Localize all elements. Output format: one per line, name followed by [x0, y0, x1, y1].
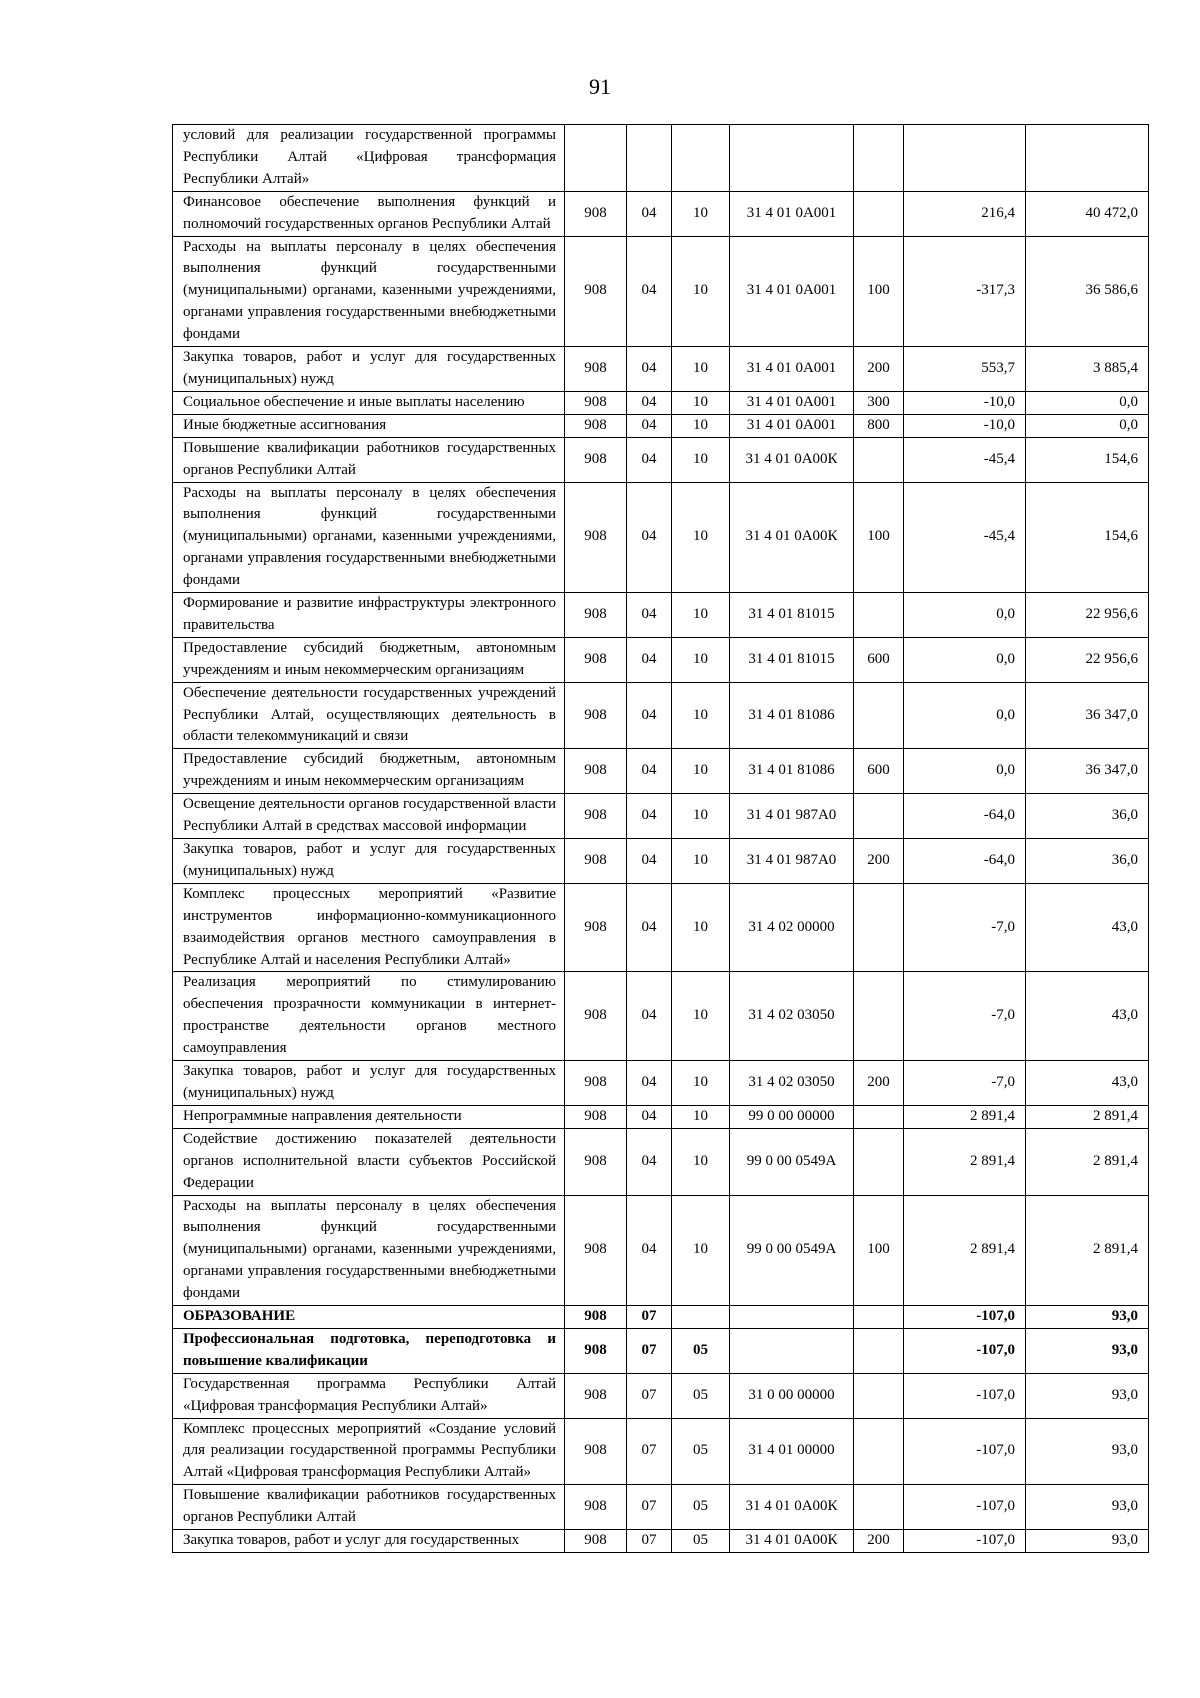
section-code-cell: 07 — [627, 1373, 672, 1418]
table-row — [173, 125, 1149, 192]
expense-type-cell: 200 — [854, 1530, 904, 1553]
total-amount-cell: 93,0 — [1026, 1485, 1149, 1530]
expense-name-cell: Предоставление субсидий бюджетным, автономным учреждениям и иным некоммерческим организациям — [173, 637, 565, 682]
expense-name-cell: Иные бюджетные ассигнования — [173, 414, 565, 437]
section-code-cell: 04 — [627, 593, 672, 638]
table-row — [173, 593, 1149, 638]
expense-type-cell — [854, 883, 904, 972]
expense-type-cell: 600 — [854, 637, 904, 682]
total-amount-cell: 2 891,4 — [1026, 1105, 1149, 1128]
expense-name-cell: Освещение деятельности органов государственной власти Республики Алтай в средствах массовой информации — [173, 794, 565, 839]
expense-type-cell — [854, 682, 904, 749]
table-row — [173, 1328, 1149, 1373]
expense-name-cell: Непрограммные направления деятельности — [173, 1105, 565, 1128]
total-amount-cell: 93,0 — [1026, 1373, 1149, 1418]
expense-type-cell — [854, 191, 904, 236]
ministry-code-cell: 908 — [565, 883, 627, 972]
section-code-cell: 04 — [627, 414, 672, 437]
subsection-code-cell: 10 — [672, 883, 730, 972]
total-amount-cell: 36,0 — [1026, 839, 1149, 884]
total-amount-cell: 22 956,6 — [1026, 593, 1149, 638]
expense-name-cell: Закупка товаров, работ и услуг для государственных — [173, 1530, 565, 1553]
target-article-cell: 31 4 01 81015 — [730, 637, 854, 682]
change-amount-cell: 216,4 — [904, 191, 1026, 236]
expense-type-cell — [854, 437, 904, 482]
section-code-cell — [627, 125, 672, 192]
section-code-cell: 07 — [627, 1485, 672, 1530]
section-code-cell: 04 — [627, 437, 672, 482]
expense-type-cell — [854, 794, 904, 839]
section-code-cell: 07 — [627, 1328, 672, 1373]
table-row — [173, 1306, 1149, 1329]
subsection-code-cell: 10 — [672, 414, 730, 437]
expense-name-cell: Предоставление субсидий бюджетным, автономным учреждениям и иным некоммерческим организациям — [173, 749, 565, 794]
target-article-cell: 31 4 01 00000 — [730, 1418, 854, 1485]
change-amount-cell: -107,0 — [904, 1530, 1026, 1553]
expense-name-cell: Расходы на выплаты персоналу в целях обеспечения выполнения функций государственными (муниципальными) органами, казенными учреждениями, органами управления государственными внебюджетными фондами — [173, 236, 565, 347]
target-article-cell — [730, 125, 854, 192]
expense-name-cell: Расходы на выплаты персоналу в целях обеспечения выполнения функций государственными (муниципальными) органами, казенными учреждениями, органами управления государственными внебюджетными фондами — [173, 1195, 565, 1306]
section-code-cell: 04 — [627, 749, 672, 794]
ministry-code-cell: 908 — [565, 1418, 627, 1485]
total-amount-cell: 154,6 — [1026, 437, 1149, 482]
target-article-cell: 31 4 02 03050 — [730, 972, 854, 1061]
budget-table — [172, 124, 1149, 1553]
ministry-code-cell: 908 — [565, 236, 627, 347]
subsection-code-cell: 10 — [672, 1105, 730, 1128]
ministry-code-cell: 908 — [565, 1128, 627, 1195]
ministry-code-cell: 908 — [565, 637, 627, 682]
change-amount-cell: -107,0 — [904, 1328, 1026, 1373]
subsection-code-cell: 05 — [672, 1530, 730, 1553]
table-row — [173, 972, 1149, 1061]
expense-name-cell: Реализация мероприятий по стимулированию обеспечения прозрачности коммуникации в интернет-пространстве деятельности органов местного самоуправления — [173, 972, 565, 1061]
section-code-cell: 04 — [627, 1195, 672, 1306]
table-row — [173, 1061, 1149, 1106]
table-row — [173, 1373, 1149, 1418]
target-article-cell: 31 4 01 81086 — [730, 682, 854, 749]
ministry-code-cell: 908 — [565, 391, 627, 414]
table-row — [173, 794, 1149, 839]
subsection-code-cell: 05 — [672, 1328, 730, 1373]
table-row — [173, 1105, 1149, 1128]
change-amount-cell: 553,7 — [904, 347, 1026, 392]
change-amount-cell: 2 891,4 — [904, 1195, 1026, 1306]
expense-type-cell: 200 — [854, 347, 904, 392]
table-row — [173, 749, 1149, 794]
expense-name-cell: Расходы на выплаты персоналу в целях обеспечения выполнения функций государственными (муниципальными) органами, казенными учреждениями, органами управления государственными внебюджетными фондами — [173, 482, 565, 593]
target-article-cell: 31 4 01 0А00К — [730, 437, 854, 482]
change-amount-cell: -10,0 — [904, 414, 1026, 437]
section-code-cell: 04 — [627, 1061, 672, 1106]
expense-type-cell: 600 — [854, 749, 904, 794]
expense-type-cell: 200 — [854, 1061, 904, 1106]
table-row — [173, 1195, 1149, 1306]
section-code-cell: 04 — [627, 391, 672, 414]
target-article-cell: 99 0 00 0549А — [730, 1128, 854, 1195]
total-amount-cell: 93,0 — [1026, 1328, 1149, 1373]
ministry-code-cell: 908 — [565, 191, 627, 236]
change-amount-cell: -107,0 — [904, 1485, 1026, 1530]
table-row — [173, 883, 1149, 972]
table-row — [173, 1530, 1149, 1553]
target-article-cell: 31 0 00 00000 — [730, 1373, 854, 1418]
section-code-cell: 07 — [627, 1530, 672, 1553]
ministry-code-cell: 908 — [565, 839, 627, 884]
subsection-code-cell: 05 — [672, 1485, 730, 1530]
change-amount-cell: -107,0 — [904, 1306, 1026, 1329]
target-article-cell: 31 4 01 0А00К — [730, 482, 854, 593]
ministry-code-cell: 908 — [565, 682, 627, 749]
ministry-code-cell — [565, 125, 627, 192]
change-amount-cell: -64,0 — [904, 839, 1026, 884]
total-amount-cell: 0,0 — [1026, 391, 1149, 414]
subsection-code-cell: 10 — [672, 637, 730, 682]
subsection-code-cell: 10 — [672, 437, 730, 482]
expense-name-cell: Комплекс процессных мероприятий «Создание условий для реализации государственной программы Республики Алтай «Цифровая трансформация Республики Алтай» — [173, 1418, 565, 1485]
section-code-cell: 04 — [627, 682, 672, 749]
change-amount-cell: 0,0 — [904, 593, 1026, 638]
subsection-code-cell: 10 — [672, 839, 730, 884]
subsection-code-cell: 10 — [672, 1128, 730, 1195]
expense-name-cell: Финансовое обеспечение выполнения функций и полномочий государственных органов Республики Алтай — [173, 191, 565, 236]
change-amount-cell: 2 891,4 — [904, 1105, 1026, 1128]
subsection-code-cell: 10 — [672, 593, 730, 638]
section-code-cell: 07 — [627, 1306, 672, 1329]
table-row — [173, 391, 1149, 414]
section-code-cell: 04 — [627, 1128, 672, 1195]
total-amount-cell: 0,0 — [1026, 414, 1149, 437]
change-amount-cell: 0,0 — [904, 749, 1026, 794]
expense-type-cell — [854, 125, 904, 192]
total-amount-cell: 40 472,0 — [1026, 191, 1149, 236]
section-code-cell: 04 — [627, 1105, 672, 1128]
target-article-cell: 31 4 01 0А001 — [730, 347, 854, 392]
subsection-code-cell: 05 — [672, 1373, 730, 1418]
target-article-cell: 31 4 01 0А001 — [730, 414, 854, 437]
ministry-code-cell: 908 — [565, 1530, 627, 1553]
expense-type-cell — [854, 1306, 904, 1329]
expense-name-cell: ОБРАЗОВАНИЕ — [173, 1306, 565, 1329]
target-article-cell: 31 4 01 0А001 — [730, 391, 854, 414]
ministry-code-cell: 908 — [565, 749, 627, 794]
change-amount-cell: -10,0 — [904, 391, 1026, 414]
subsection-code-cell: 10 — [672, 191, 730, 236]
expense-type-cell — [854, 1418, 904, 1485]
expense-type-cell — [854, 972, 904, 1061]
total-amount-cell: 43,0 — [1026, 972, 1149, 1061]
expense-name-cell: Комплекс процессных мероприятий «Развитие инструментов информационно-коммуникационного взаимодействия органов местного самоуправления в Республике Алтай и населения Республики Алтай» — [173, 883, 565, 972]
section-code-cell: 04 — [627, 972, 672, 1061]
expense-type-cell — [854, 1373, 904, 1418]
target-article-cell: 31 4 01 81015 — [730, 593, 854, 638]
change-amount-cell: -45,4 — [904, 482, 1026, 593]
subsection-code-cell — [672, 125, 730, 192]
expense-name-cell: Государственная программа Республики Алтай «Цифровая трансформация Республики Алтай» — [173, 1373, 565, 1418]
ministry-code-cell: 908 — [565, 1061, 627, 1106]
expense-type-cell — [854, 1485, 904, 1530]
table-row — [173, 236, 1149, 347]
subsection-code-cell — [672, 1306, 730, 1329]
change-amount-cell: -45,4 — [904, 437, 1026, 482]
target-article-cell: 31 4 02 00000 — [730, 883, 854, 972]
change-amount-cell: -317,3 — [904, 236, 1026, 347]
subsection-code-cell: 05 — [672, 1418, 730, 1485]
total-amount-cell: 154,6 — [1026, 482, 1149, 593]
expense-type-cell — [854, 1128, 904, 1195]
expense-type-cell: 200 — [854, 839, 904, 884]
ministry-code-cell: 908 — [565, 972, 627, 1061]
target-article-cell: 31 4 01 0А00К — [730, 1530, 854, 1553]
target-article-cell: 31 4 01 987А0 — [730, 794, 854, 839]
expense-name-cell: Профессиональная подготовка, переподготовка и повышение квалификации — [173, 1328, 565, 1373]
section-code-cell: 04 — [627, 347, 672, 392]
total-amount-cell: 36 586,6 — [1026, 236, 1149, 347]
subsection-code-cell: 10 — [672, 682, 730, 749]
target-article-cell: 31 4 01 0А001 — [730, 236, 854, 347]
change-amount-cell: -7,0 — [904, 972, 1026, 1061]
subsection-code-cell: 10 — [672, 482, 730, 593]
expense-name-cell: Закупка товаров, работ и услуг для государственных (муниципальных) нужд — [173, 1061, 565, 1106]
table-row — [173, 1418, 1149, 1485]
ministry-code-cell: 908 — [565, 1373, 627, 1418]
ministry-code-cell: 908 — [565, 1485, 627, 1530]
table-row — [173, 637, 1149, 682]
total-amount-cell: 36 347,0 — [1026, 682, 1149, 749]
subsection-code-cell: 10 — [672, 972, 730, 1061]
ministry-code-cell: 908 — [565, 1328, 627, 1373]
change-amount-cell: 0,0 — [904, 637, 1026, 682]
ministry-code-cell: 908 — [565, 482, 627, 593]
ministry-code-cell: 908 — [565, 794, 627, 839]
expense-type-cell — [854, 1105, 904, 1128]
total-amount-cell: 2 891,4 — [1026, 1195, 1149, 1306]
change-amount-cell: -64,0 — [904, 794, 1026, 839]
total-amount-cell: 22 956,6 — [1026, 637, 1149, 682]
subsection-code-cell: 10 — [672, 347, 730, 392]
ministry-code-cell: 908 — [565, 1306, 627, 1329]
subsection-code-cell: 10 — [672, 1061, 730, 1106]
table-row — [173, 191, 1149, 236]
change-amount-cell: -7,0 — [904, 883, 1026, 972]
change-amount-cell: 2 891,4 — [904, 1128, 1026, 1195]
expense-type-cell — [854, 1328, 904, 1373]
ministry-code-cell: 908 — [565, 347, 627, 392]
expense-name-cell: Повышение квалификации работников государственных органов Республики Алтай — [173, 437, 565, 482]
table-row — [173, 839, 1149, 884]
total-amount-cell: 36 347,0 — [1026, 749, 1149, 794]
target-article-cell: 31 4 01 987А0 — [730, 839, 854, 884]
subsection-code-cell: 10 — [672, 236, 730, 347]
change-amount-cell: -107,0 — [904, 1373, 1026, 1418]
expense-type-cell: 800 — [854, 414, 904, 437]
total-amount-cell: 36,0 — [1026, 794, 1149, 839]
ministry-code-cell: 908 — [565, 593, 627, 638]
expense-name-cell: Содействие достижению показателей деятельности органов исполнительной власти субъектов Российской Федерации — [173, 1128, 565, 1195]
change-amount-cell: 0,0 — [904, 682, 1026, 749]
table-body — [173, 125, 1149, 1553]
table-row — [173, 414, 1149, 437]
target-article-cell: 31 4 02 03050 — [730, 1061, 854, 1106]
section-code-cell: 04 — [627, 191, 672, 236]
expense-name-cell: Повышение квалификации работников государственных органов Республики Алтай — [173, 1485, 565, 1530]
total-amount-cell: 93,0 — [1026, 1530, 1149, 1553]
total-amount-cell: 93,0 — [1026, 1418, 1149, 1485]
table-row — [173, 1485, 1149, 1530]
table-row — [173, 682, 1149, 749]
table-row — [173, 1128, 1149, 1195]
total-amount-cell: 3 885,4 — [1026, 347, 1149, 392]
expense-type-cell — [854, 593, 904, 638]
target-article-cell: 99 0 00 0549А — [730, 1195, 854, 1306]
target-article-cell: 31 4 01 0А00К — [730, 1485, 854, 1530]
section-code-cell: 04 — [627, 236, 672, 347]
table-row — [173, 347, 1149, 392]
total-amount-cell: 43,0 — [1026, 883, 1149, 972]
ministry-code-cell: 908 — [565, 437, 627, 482]
section-code-cell: 04 — [627, 839, 672, 884]
table-row — [173, 482, 1149, 593]
total-amount-cell: 93,0 — [1026, 1306, 1149, 1329]
table-row — [173, 437, 1149, 482]
expense-name-cell: Социальное обеспечение и иные выплаты населению — [173, 391, 565, 414]
change-amount-cell — [904, 125, 1026, 192]
expense-name-cell: Закупка товаров, работ и услуг для государственных (муниципальных) нужд — [173, 347, 565, 392]
expense-type-cell: 100 — [854, 236, 904, 347]
target-article-cell — [730, 1328, 854, 1373]
expense-name-cell: Обеспечение деятельности государственных учреждений Республики Алтай, осуществляющих деятельность в области телекоммуникаций и связи — [173, 682, 565, 749]
ministry-code-cell: 908 — [565, 1195, 627, 1306]
target-article-cell: 31 4 01 81086 — [730, 749, 854, 794]
ministry-code-cell: 908 — [565, 1105, 627, 1128]
expense-name-cell: Формирование и развитие инфраструктуры электронного правительства — [173, 593, 565, 638]
total-amount-cell: 43,0 — [1026, 1061, 1149, 1106]
change-amount-cell: -7,0 — [904, 1061, 1026, 1106]
expense-type-cell: 100 — [854, 1195, 904, 1306]
subsection-code-cell: 10 — [672, 794, 730, 839]
change-amount-cell: -107,0 — [904, 1418, 1026, 1485]
total-amount-cell — [1026, 125, 1149, 192]
expense-type-cell: 300 — [854, 391, 904, 414]
total-amount-cell: 2 891,4 — [1026, 1128, 1149, 1195]
section-code-cell: 04 — [627, 883, 672, 972]
section-code-cell: 04 — [627, 794, 672, 839]
ministry-code-cell: 908 — [565, 414, 627, 437]
page-number: 91 — [589, 74, 611, 99]
target-article-cell: 99 0 00 00000 — [730, 1105, 854, 1128]
section-code-cell: 04 — [627, 482, 672, 593]
target-article-cell: 31 4 01 0А001 — [730, 191, 854, 236]
target-article-cell — [730, 1306, 854, 1329]
expense-name-cell: условий для реализации государственной программы Республики Алтай «Цифровая трансформация Республики Алтай» — [173, 125, 565, 192]
expense-type-cell: 100 — [854, 482, 904, 593]
subsection-code-cell: 10 — [672, 749, 730, 794]
section-code-cell: 07 — [627, 1418, 672, 1485]
expense-name-cell: Закупка товаров, работ и услуг для государственных (муниципальных) нужд — [173, 839, 565, 884]
section-code-cell: 04 — [627, 637, 672, 682]
subsection-code-cell: 10 — [672, 1195, 730, 1306]
subsection-code-cell: 10 — [672, 391, 730, 414]
